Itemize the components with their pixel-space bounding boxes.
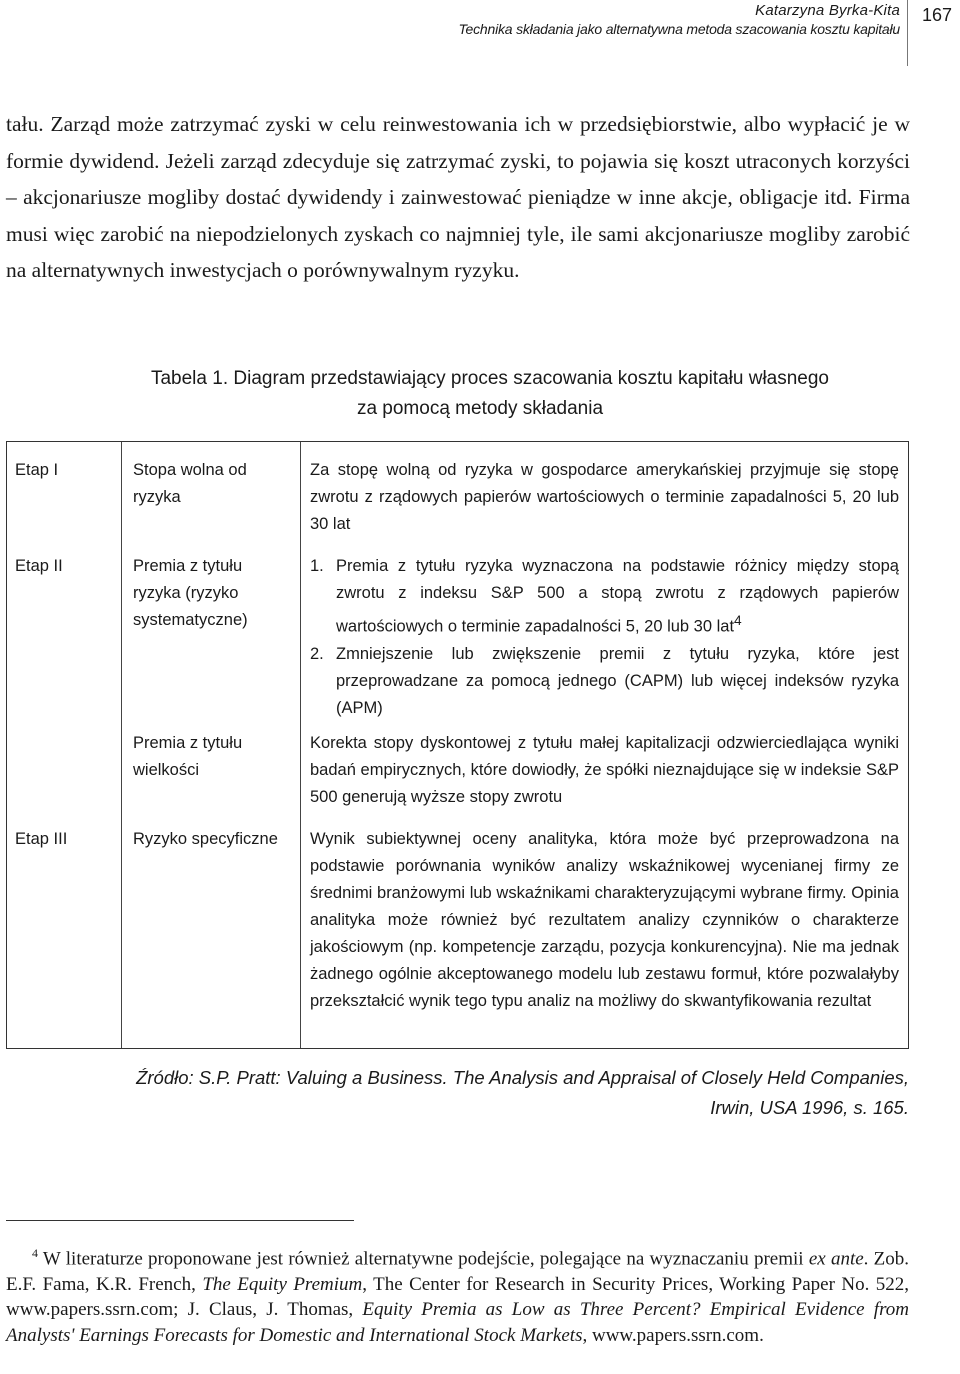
process-table — [6, 441, 909, 1049]
table-column-divider — [300, 442, 301, 1048]
list-item — [310, 553, 899, 641]
footnote-text: W literaturze proponowane jest również alternatywne podejście, polegające na wyznaczaniu premii — [42, 1248, 804, 1270]
numbered-list — [310, 553, 899, 722]
description-text: Wynik subiektywnej oceny analityka, która może być przeprowadzona na podstawie porównania wyników analizy wskaźnikowej wycenianej firmy ze średnimi branżowymi lub wskaźnikami charakteryzującymi wybrane firmy. Opinia analityka może również być rezultatem analizy czynników o charakterze jakościowym (np. kompetencje zarządu, pozycja konkurencyjna). Nie ma jednak żadnego ogólnie akceptowanego modelu lub zestawu formuł, które pozwalałyby przekształcić wynik tego typu analiz na możliwy do skwantyfikowania rezultat — [310, 830, 899, 1010]
header-divider — [907, 0, 908, 66]
description-text: Korekta stopy dyskontowej z tytułu małej kapitalizacji odzwierciedlająca wyniki badań empirycznych, które dowiodły, że spółki nieznajdujące się w indeksie S&P 500 generują wyższe stopy zwrotu — [310, 734, 899, 806]
list-number: 1. — [310, 557, 324, 575]
footnote-reference: 4 — [734, 613, 742, 628]
source-line1: Źródło: S.P. Pratt: Valuing a Business. The Analysis and Appraisal of Closely Held Companies, — [136, 1067, 909, 1088]
list-item-text: Premia z tytułu ryzyka wyznaczona na podstawie różnicy między stopą zwrotu z indeksu S&P 500 a stopą zwrotu z rządowych papierów wartościowych o terminie zapadalności 5, 20 lub 30 lat — [336, 557, 899, 636]
footnote-rule — [6, 1220, 354, 1221]
factor-cell: Ryzyko specyficzne — [133, 830, 278, 848]
stage-cell: Etap II — [15, 557, 63, 575]
footnote-italic: Equity Premia as Low as Three Percent? Empirical Evidence from Analysts' Earnings Forecasts for Domestic and International Stock Markets — [6, 1299, 909, 1346]
factor-cell: Premia z tytułu ryzyka (ryzyko systematyczne) — [133, 557, 248, 629]
factor-cell: Premia z tytułu wielkości — [133, 734, 243, 779]
page-number: 167 — [922, 5, 953, 25]
footnote-text: , www.papers.ssrn.com. — [582, 1324, 764, 1346]
footnote-text: . Zob. E.F. Fama, K.R. French, — [6, 1248, 910, 1295]
description-cell — [310, 730, 899, 811]
header-author: Katarzyna Byrka-Kita — [755, 2, 900, 19]
table-column-divider — [121, 442, 122, 1048]
description-text: Za stopę wolną od ryzyka w gospodarce amerykańskiej przyjmuje się stopę zwrotu z rządowych papierów wartościowych o terminie zapadalności 5, 20 lub 30 lat — [310, 461, 899, 533]
list-number: 2. — [310, 644, 324, 663]
footnote — [6, 1241, 909, 1348]
list-item — [310, 641, 899, 722]
footnote-marker: 4 — [32, 1246, 38, 1260]
description-cell — [310, 457, 899, 538]
running-header — [0, 0, 960, 70]
footnote-italic: ex ante — [808, 1248, 864, 1270]
stage-cell: Etap I — [15, 461, 59, 479]
table-caption-line1: Tabela 1. Diagram przedstawiający proces szacowania kosztu kapitału własnego — [150, 368, 830, 389]
footnote-text: , The Center for Research in Security Prices, Working Paper No. 522, www.papers.ssrn.com; J. Claus, J. Thomas, — [6, 1273, 910, 1321]
table-caption-line2: za pomocą metody składania — [356, 398, 604, 419]
source-line2: Irwin, USA 1996, s. 165. — [710, 1097, 909, 1118]
body-paragraph: tału. Zarząd może zatrzymać zyski w celu reinwestowania ich w przedsiębiorstwie, albo wypłacić je w formie dywidend. Jeżeli zarząd zdecyduje się zatrzymać zyski, to pojawia się koszt utraconych korzyści – akcjonariusze mogliby dostać dywidendy i zainwestować pieniądze w inne akcje, obligacje itd. Firma musi więc zarobić na niepodzielonych zyskach co najmniej tyle, ile sami akcjonariusze mogliby zarobić na alternatywnych inwestycjach o porównywalnym ryzyku. — [6, 112, 910, 282]
footnote-italic: The Equity Premium — [202, 1273, 363, 1295]
table-source — [6, 1063, 909, 1123]
factor-cell: Stopa wolna od ryzyka — [133, 461, 247, 506]
header-title: Technika składania jako alternatywna metoda szacowania kosztu kapitału — [458, 21, 900, 37]
description-cell — [310, 826, 899, 1015]
description-cell — [310, 553, 899, 722]
stage-cell: Etap III — [15, 830, 68, 848]
list-item-text: Zmniejszenie lub zwiększenie premii z tytułu ryzyka, które jest przeprowadzane za pomocą jednego (CAPM) lub więcej indeksów ryzyka (APM) — [336, 644, 899, 717]
